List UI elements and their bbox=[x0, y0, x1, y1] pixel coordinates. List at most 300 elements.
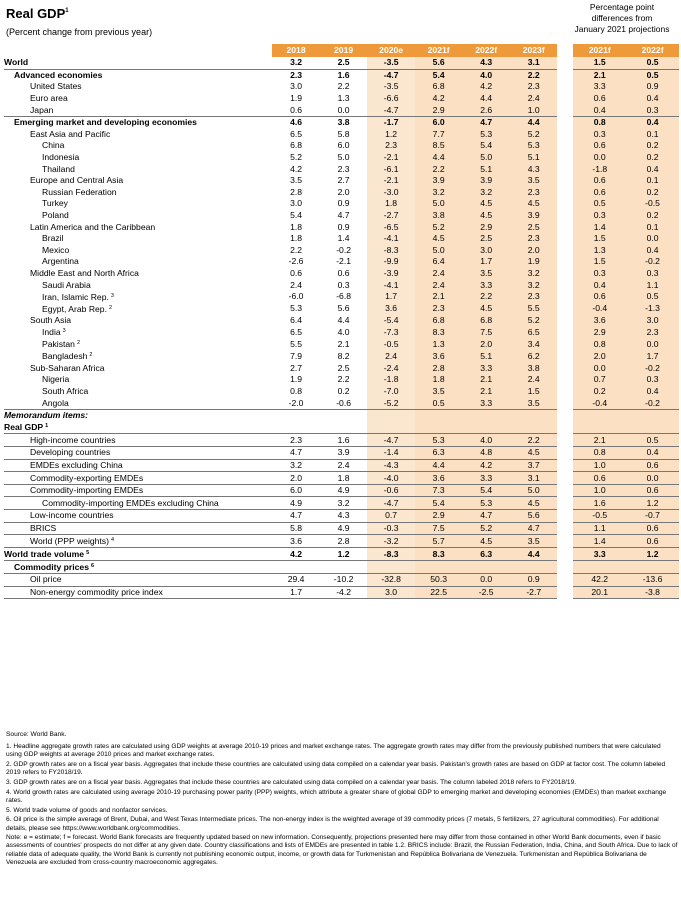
pp-diff-cell: 0.4 bbox=[573, 104, 626, 116]
value-cell: 2.2 bbox=[415, 163, 463, 175]
value-cell: 22.5 bbox=[415, 586, 463, 599]
value-cell bbox=[510, 561, 558, 574]
table-row bbox=[4, 268, 679, 280]
pp-diff-cell: 0.6 bbox=[626, 459, 679, 472]
value-cell: 2.0 bbox=[272, 472, 320, 485]
pp-diff-cell: -0.2 bbox=[626, 256, 679, 268]
value-cell: 5.7 bbox=[415, 535, 463, 548]
row-label-text: BRICS bbox=[30, 522, 57, 533]
row-label bbox=[4, 140, 272, 152]
row-label-text: Saudi Arabia bbox=[42, 279, 91, 290]
value-cell: -1.7 bbox=[367, 116, 415, 128]
value-cell: -0.6 bbox=[367, 484, 415, 497]
row-label bbox=[4, 291, 272, 303]
value-cell: 1.6 bbox=[337, 69, 350, 80]
value-cell: 0.0 bbox=[462, 574, 510, 587]
row-label-text: Advanced economies bbox=[14, 69, 103, 80]
column-header: 2020e bbox=[367, 44, 415, 57]
value-cell: -2.7 bbox=[367, 210, 415, 222]
value-cell: 3.3 bbox=[462, 279, 510, 291]
value-cell: 4.5 bbox=[462, 535, 510, 548]
value-cell: 2.2 bbox=[337, 81, 350, 92]
pp-diff-cell: 0.5 bbox=[626, 69, 679, 81]
row-label-text: Middle East and North Africa bbox=[30, 267, 139, 278]
row-label-text: Thailand bbox=[42, 163, 75, 174]
row-label bbox=[4, 163, 272, 175]
value-cell: -2.1 bbox=[367, 175, 415, 187]
row-label bbox=[4, 548, 272, 561]
pp-diff-cell: 0.3 bbox=[626, 268, 679, 280]
value-cell: 3.2 bbox=[510, 268, 558, 280]
pp-diff-cell: 0.4 bbox=[626, 245, 679, 257]
row-label-text: Low-income countries bbox=[30, 510, 114, 521]
value-cell: 4.3 bbox=[510, 163, 558, 175]
table-row bbox=[4, 386, 679, 398]
gap-cell bbox=[557, 116, 573, 128]
pp-diff-cell: 1.1 bbox=[626, 279, 679, 291]
table-row bbox=[4, 315, 679, 327]
pp-diff-cell: 0.0 bbox=[573, 152, 626, 164]
row-label-text: Latin America and the Caribbean bbox=[30, 221, 156, 232]
row-label bbox=[4, 409, 272, 421]
value-cell: -6.6 bbox=[367, 93, 415, 105]
value-cell: 4.0 bbox=[337, 326, 350, 337]
row-label-text: Real GDP bbox=[4, 422, 44, 433]
value-cell: 2.8 bbox=[415, 362, 463, 374]
value-cell: 2.7 bbox=[337, 175, 350, 186]
value-cell: -2.4 bbox=[367, 362, 415, 374]
pp-diff-cell: -1.8 bbox=[573, 163, 626, 175]
row-label-text: Oil price bbox=[30, 574, 62, 585]
value-cell: 1.6 bbox=[320, 434, 368, 447]
value-cell: 7.9 bbox=[290, 350, 303, 361]
value-cell: 4.2 bbox=[462, 459, 510, 472]
gap-cell bbox=[557, 81, 573, 93]
gap-cell bbox=[557, 338, 573, 350]
value-cell: 3.9 bbox=[510, 210, 558, 222]
value-cell: 3.5 bbox=[510, 175, 558, 187]
gdp-growth-table bbox=[4, 44, 679, 599]
gap-cell bbox=[557, 459, 573, 472]
value-cell: 3.6 bbox=[415, 472, 463, 485]
table-row bbox=[4, 510, 679, 523]
value-cell: 1.8 bbox=[415, 374, 463, 386]
value-cell: 4.5 bbox=[462, 303, 510, 315]
pp-diff-cell: 0.5 bbox=[573, 198, 626, 210]
value-cell: 2.4 bbox=[320, 459, 368, 472]
gap-cell bbox=[557, 57, 573, 69]
value-cell: 1.2 bbox=[367, 129, 415, 141]
row-label bbox=[4, 338, 272, 350]
row-label-text: Mexico bbox=[42, 244, 70, 255]
value-cell: -5.4 bbox=[367, 315, 415, 327]
footnote-marker: 1 bbox=[45, 423, 49, 430]
gap-cell bbox=[557, 198, 573, 210]
row-label bbox=[4, 326, 272, 338]
value-cell: 1.0 bbox=[510, 104, 558, 116]
table-row bbox=[4, 574, 679, 587]
value-cell: 1.8 bbox=[367, 198, 415, 210]
value-cell: 3.1 bbox=[510, 472, 558, 485]
value-cell: 4.5 bbox=[510, 198, 558, 210]
table-row bbox=[4, 338, 679, 350]
gap-cell bbox=[557, 268, 573, 280]
table-row bbox=[4, 535, 679, 548]
pp-diff-cell: 0.1 bbox=[626, 221, 679, 233]
value-cell: 4.8 bbox=[462, 447, 510, 460]
value-cell: 2.4 bbox=[415, 268, 463, 280]
value-cell: 6.8 bbox=[415, 81, 463, 93]
gap-cell bbox=[557, 350, 573, 362]
value-cell: -6.0 bbox=[288, 291, 304, 302]
row-label bbox=[4, 303, 272, 315]
value-cell: 5.0 bbox=[337, 152, 350, 163]
row-label-text: Developing countries bbox=[30, 447, 111, 458]
value-cell: 0.9 bbox=[510, 574, 558, 587]
footnote-marker: 3 bbox=[110, 292, 114, 299]
value-cell: 5.4 bbox=[415, 497, 463, 510]
value-cell: 2.2 bbox=[510, 69, 558, 81]
value-cell: 3.0 bbox=[290, 81, 303, 92]
value-cell: 4.6 bbox=[290, 117, 303, 128]
value-cell: 4.2 bbox=[415, 93, 463, 105]
pp-diff-cell bbox=[573, 561, 626, 574]
value-cell: 1.4 bbox=[337, 233, 350, 244]
pp-diff-cell: 0.6 bbox=[573, 291, 626, 303]
table-row bbox=[4, 81, 679, 93]
gap-cell bbox=[557, 472, 573, 485]
value-cell: 3.5 bbox=[290, 175, 303, 186]
value-cell: 2.1 bbox=[415, 291, 463, 303]
row-label bbox=[4, 535, 272, 548]
pp-diff-cell: 0.1 bbox=[626, 175, 679, 187]
value-cell: 4.4 bbox=[415, 459, 463, 472]
table-row bbox=[4, 397, 679, 409]
value-cell: -4.2 bbox=[320, 586, 368, 599]
table-row bbox=[4, 303, 679, 315]
value-cell: 2.3 bbox=[510, 81, 558, 93]
pp-diff-cell: -0.2 bbox=[626, 362, 679, 374]
row-label-text: Europe and Central Asia bbox=[30, 175, 124, 186]
value-cell: 4.4 bbox=[415, 152, 463, 164]
value-cell: 5.2 bbox=[510, 129, 558, 141]
gap-cell bbox=[557, 140, 573, 152]
value-cell bbox=[462, 561, 510, 574]
value-cell: 1.2 bbox=[320, 548, 368, 561]
value-cell: -8.3 bbox=[367, 548, 415, 561]
header-gap-cell bbox=[557, 44, 573, 57]
value-cell: 5.1 bbox=[462, 350, 510, 362]
value-cell: 5.6 bbox=[510, 510, 558, 523]
row-label-text: Brazil bbox=[42, 233, 64, 244]
row-label bbox=[4, 245, 272, 257]
value-cell: 2.3 bbox=[290, 69, 303, 80]
footnote: 4. World growth rates are calculated using average 2010-19 purchasing power parity (PPP) weights, which attribute a greater share of global GDP to emerging market and developing economies (EMDEs) than market exchange rates. bbox=[6, 788, 667, 804]
value-cell: 2.8 bbox=[320, 535, 368, 548]
column-header: 2021f bbox=[415, 44, 463, 57]
row-label-text: Poland bbox=[42, 210, 69, 221]
table-row bbox=[4, 434, 679, 447]
value-cell: 2.9 bbox=[415, 104, 463, 116]
row-label-text: High-income countries bbox=[30, 434, 116, 445]
value-cell: 1.8 bbox=[290, 221, 303, 232]
table-row bbox=[4, 163, 679, 175]
value-cell: 2.3 bbox=[510, 233, 558, 245]
gap-cell bbox=[557, 187, 573, 199]
row-label-text: Emerging market and developing economies bbox=[14, 117, 197, 128]
table-row bbox=[4, 198, 679, 210]
pp-diff-cell: 2.1 bbox=[573, 434, 626, 447]
value-cell: -0.3 bbox=[367, 522, 415, 535]
row-label-text: World (PPP weights) bbox=[30, 536, 109, 547]
table-row bbox=[4, 374, 679, 386]
pp-diff-cell: -0.5 bbox=[573, 510, 626, 523]
pp-diff-cell: 0.6 bbox=[626, 484, 679, 497]
value-cell: 6.3 bbox=[462, 548, 510, 561]
value-cell: -3.5 bbox=[367, 81, 415, 93]
value-cell: 1.8 bbox=[290, 233, 303, 244]
value-cell bbox=[272, 421, 320, 434]
value-cell: 6.2 bbox=[510, 350, 558, 362]
row-label-text: Non-energy commodity price index bbox=[30, 587, 163, 598]
footnote-marker: 2 bbox=[108, 304, 113, 311]
value-cell: 6.5 bbox=[290, 326, 303, 337]
row-label-text: China bbox=[42, 140, 65, 151]
row-label bbox=[4, 93, 272, 105]
value-cell bbox=[462, 409, 510, 421]
value-cell: 6.5 bbox=[290, 128, 303, 139]
value-cell: 50.3 bbox=[415, 574, 463, 587]
pp-diff-cell: 1.5 bbox=[573, 233, 626, 245]
pp-diff-cell: 3.3 bbox=[573, 548, 626, 561]
row-label bbox=[4, 574, 272, 587]
pp-diff-cell: -0.4 bbox=[573, 303, 626, 315]
pp-diff-cell: 0.2 bbox=[626, 140, 679, 152]
table-row bbox=[4, 484, 679, 497]
value-cell: 6.8 bbox=[415, 315, 463, 327]
gap-cell bbox=[557, 535, 573, 548]
footnote: 1. Headline aggregate growth rates are calculated using GDP weights at average 2010-19 prices and market exchange rates. The aggregate growth rates may differ from the previously published numbers that were calculated using GDP weights at average 2010 prices and market exchange rates. bbox=[6, 743, 661, 759]
pp-diff-cell: -0.5 bbox=[626, 198, 679, 210]
value-cell: 5.4 bbox=[415, 69, 463, 81]
value-cell: 5.6 bbox=[415, 57, 463, 69]
value-cell: 5.1 bbox=[462, 163, 510, 175]
footnote-marker: 3 bbox=[62, 328, 66, 335]
pp-diff-cell: -13.6 bbox=[626, 574, 679, 587]
table-row bbox=[4, 210, 679, 222]
pp-diff-cell: 0.1 bbox=[626, 129, 679, 141]
row-label bbox=[4, 586, 272, 599]
value-cell: 1.9 bbox=[290, 374, 303, 385]
value-cell: 5.0 bbox=[510, 484, 558, 497]
value-cell: -2.0 bbox=[272, 397, 320, 409]
value-cell: 3.8 bbox=[415, 210, 463, 222]
value-cell: -4.3 bbox=[367, 459, 415, 472]
row-label bbox=[4, 233, 272, 245]
value-cell: 5.5 bbox=[290, 338, 303, 349]
row-label-text: United States bbox=[30, 81, 82, 92]
value-cell: 2.8 bbox=[290, 186, 303, 197]
table-row bbox=[4, 561, 679, 574]
value-cell: 2.2 bbox=[290, 244, 303, 255]
value-cell: -10.2 bbox=[320, 574, 368, 587]
column-header: 2023f bbox=[510, 44, 558, 57]
value-cell bbox=[510, 421, 558, 434]
table-row bbox=[4, 497, 679, 510]
row-label bbox=[4, 104, 272, 116]
value-cell: 7.3 bbox=[415, 484, 463, 497]
gap-cell bbox=[557, 586, 573, 599]
gap-cell bbox=[557, 303, 573, 315]
value-cell: 5.3 bbox=[462, 497, 510, 510]
row-label bbox=[4, 315, 272, 327]
gap-cell bbox=[557, 104, 573, 116]
row-label bbox=[4, 561, 272, 574]
row-label bbox=[4, 434, 272, 447]
value-cell: 6.8 bbox=[290, 140, 303, 151]
pp-diff-cell: 0.6 bbox=[626, 522, 679, 535]
value-cell: 6.8 bbox=[462, 315, 510, 327]
value-cell: 5.5 bbox=[510, 303, 558, 315]
value-cell: 2.2 bbox=[337, 374, 350, 385]
pp-diff-cell: 0.5 bbox=[626, 291, 679, 303]
value-cell: 4.4 bbox=[510, 548, 558, 561]
value-cell: 1.7 bbox=[367, 291, 415, 303]
value-cell: -2.5 bbox=[462, 586, 510, 599]
value-cell: 4.7 bbox=[510, 522, 558, 535]
pp-diff-cell: -1.3 bbox=[626, 303, 679, 315]
value-cell: -4.7 bbox=[367, 104, 415, 116]
value-cell: 3.7 bbox=[510, 459, 558, 472]
row-label bbox=[4, 472, 272, 485]
table-row bbox=[4, 187, 679, 199]
pp-diff-cell bbox=[573, 421, 626, 434]
value-cell: -0.6 bbox=[320, 397, 368, 409]
value-cell: 3.2 bbox=[510, 279, 558, 291]
row-label bbox=[4, 459, 272, 472]
value-cell: -2.7 bbox=[510, 586, 558, 599]
value-cell: 3.9 bbox=[462, 175, 510, 187]
value-cell: 5.3 bbox=[510, 140, 558, 152]
pp-diff-cell: 0.2 bbox=[573, 386, 626, 398]
pp-diff-cell: 0.2 bbox=[626, 210, 679, 222]
value-cell: -2.6 bbox=[288, 256, 304, 267]
table-row bbox=[4, 93, 679, 105]
table-row bbox=[4, 245, 679, 257]
value-cell: 8.3 bbox=[415, 548, 463, 561]
row-label bbox=[4, 484, 272, 497]
pp-diff-cell: 42.2 bbox=[573, 574, 626, 587]
value-cell: 2.7 bbox=[290, 362, 303, 373]
value-cell: -7.0 bbox=[367, 386, 415, 398]
gap-cell bbox=[557, 210, 573, 222]
value-cell: 2.9 bbox=[415, 510, 463, 523]
row-label-text: Euro area bbox=[30, 93, 68, 104]
value-cell: 4.3 bbox=[462, 57, 510, 69]
pp-diff-cell: 3.6 bbox=[573, 315, 626, 327]
table-row bbox=[4, 104, 679, 116]
row-label bbox=[4, 175, 272, 187]
value-cell: 5.6 bbox=[337, 303, 350, 314]
gap-cell bbox=[557, 256, 573, 268]
value-cell: -2.1 bbox=[336, 256, 351, 267]
value-cell: 0.9 bbox=[337, 198, 350, 209]
value-cell: -3.2 bbox=[367, 535, 415, 548]
value-cell: 3.5 bbox=[510, 397, 558, 409]
value-cell: 5.8 bbox=[337, 128, 350, 139]
gap-cell bbox=[557, 69, 573, 81]
header-blank-cell bbox=[4, 44, 272, 57]
value-cell: -32.8 bbox=[367, 574, 415, 587]
pp-diff-cell: 0.5 bbox=[626, 57, 679, 69]
value-cell: 6.0 bbox=[415, 116, 463, 128]
pp-diff-cell: 2.3 bbox=[626, 326, 679, 338]
gap-cell bbox=[557, 421, 573, 434]
pp-diff-cell: 0.3 bbox=[573, 129, 626, 141]
value-cell: 2.3 bbox=[367, 140, 415, 152]
row-label-text: Russian Federation bbox=[42, 186, 117, 197]
row-label bbox=[4, 221, 272, 233]
table-row bbox=[4, 447, 679, 460]
pp-header-line-3: January 2021 projections bbox=[574, 24, 670, 34]
row-label bbox=[4, 57, 272, 69]
value-cell: 3.2 bbox=[462, 187, 510, 199]
value-cell: 4.2 bbox=[272, 548, 320, 561]
value-cell: 4.5 bbox=[462, 198, 510, 210]
row-label-text: Pakistan bbox=[42, 339, 75, 350]
pp-diff-cell: 1.2 bbox=[626, 497, 679, 510]
value-cell: -6.1 bbox=[367, 163, 415, 175]
gap-cell bbox=[557, 233, 573, 245]
value-cell: 3.5 bbox=[415, 386, 463, 398]
value-cell: -1.4 bbox=[367, 447, 415, 460]
value-cell bbox=[415, 409, 463, 421]
value-cell: 2.0 bbox=[510, 245, 558, 257]
pp-diff-cell bbox=[626, 561, 679, 574]
pp-diff-cell: 2.1 bbox=[573, 69, 626, 81]
row-label-text: South Asia bbox=[30, 315, 72, 326]
pp-diff-cell: 0.0 bbox=[573, 362, 626, 374]
table-row bbox=[4, 140, 679, 152]
row-label-text: Japan bbox=[30, 104, 54, 115]
footnote-marker: 4 bbox=[110, 537, 115, 544]
value-cell: 7.5 bbox=[462, 326, 510, 338]
value-cell: 6.5 bbox=[510, 326, 558, 338]
pp-diff-cell: 0.0 bbox=[626, 472, 679, 485]
pp-diff-cell: 0.8 bbox=[573, 116, 626, 128]
value-cell: 3.3 bbox=[462, 397, 510, 409]
row-label bbox=[4, 350, 272, 362]
pp-diff-cell: 0.4 bbox=[626, 93, 679, 105]
value-cell: 0.6 bbox=[337, 267, 350, 278]
row-label-text: Commodity-importing EMDEs bbox=[30, 485, 144, 496]
value-cell: 29.4 bbox=[272, 574, 320, 587]
value-cell: 4.0 bbox=[462, 434, 510, 447]
value-cell: 6.4 bbox=[290, 315, 303, 326]
column-header: 2018 bbox=[272, 44, 320, 57]
table-row bbox=[4, 548, 679, 561]
value-cell: 5.0 bbox=[415, 198, 463, 210]
pp-diff-cell: 3.3 bbox=[573, 81, 626, 93]
value-cell: 3.5 bbox=[462, 268, 510, 280]
value-cell: 4.2 bbox=[462, 81, 510, 93]
gap-cell bbox=[557, 374, 573, 386]
pp-header-line-2: differences from bbox=[591, 13, 653, 23]
value-cell: 3.3 bbox=[462, 362, 510, 374]
pp-diff-cell: 0.5 bbox=[626, 434, 679, 447]
value-cell: 4.9 bbox=[320, 484, 368, 497]
value-cell: -6.8 bbox=[336, 291, 351, 302]
